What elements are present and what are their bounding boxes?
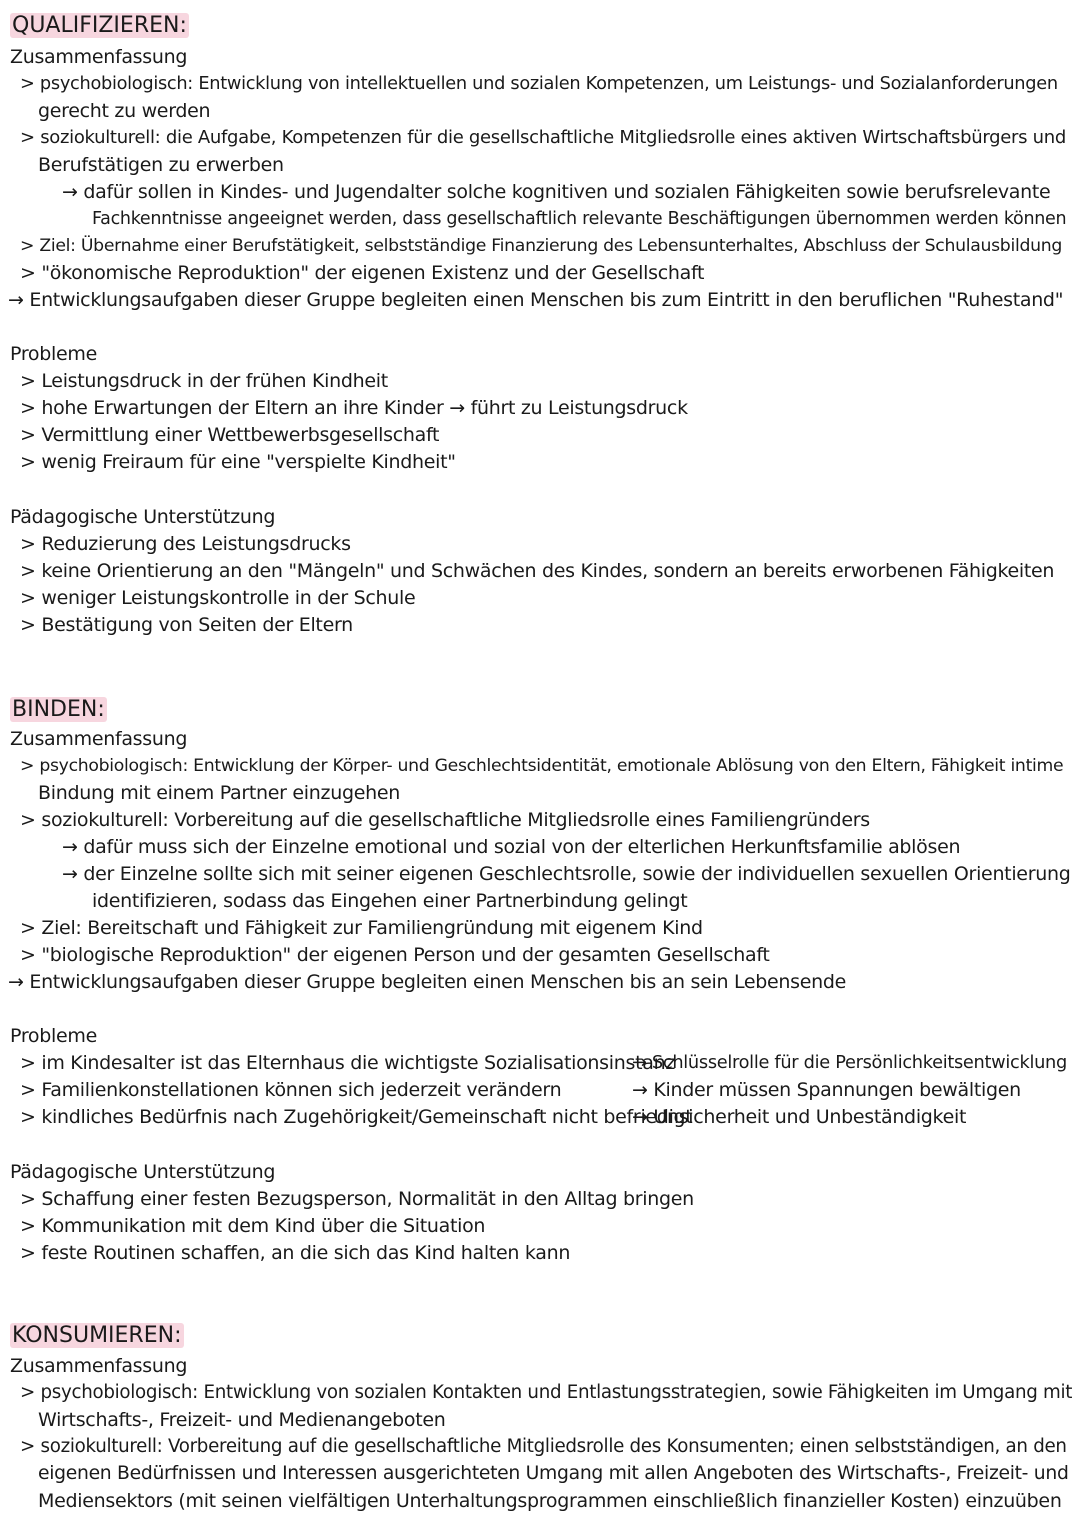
support-title: Pädagogische Unterstützung	[10, 506, 276, 528]
summary-line: identifizieren, sodass das Eingehen einer Partnerbindung gelingt	[92, 890, 688, 912]
support-item: > Reduzierung des Leistungsdrucks	[20, 533, 351, 555]
summary-title: Zusammenfassung	[10, 1355, 188, 1377]
problems-title: Probleme	[10, 1025, 97, 1047]
summary-line: gerecht zu werden	[38, 100, 211, 122]
support-item: > weniger Leistungskontrolle in der Schule	[20, 587, 416, 609]
section-heading-binden: BINDEN:	[12, 697, 105, 722]
section-heading-qualifizieren: QUALIFIZIEREN:	[12, 13, 187, 38]
problem-item: > Vermittlung einer Wettbewerbsgesellschaft	[20, 424, 440, 446]
summary-line: > soziokulturell: Vorbereitung auf die gesellschaftliche Mitgliedsrolle des Konsumenten; einen selbstständigen, an den	[20, 1436, 1067, 1457]
problems-title: Probleme	[10, 343, 97, 365]
support-item: > Bestätigung von Seiten der Eltern	[20, 614, 353, 636]
summary-line: > psychobiologisch: Entwicklung von intellektuellen und sozialen Kompetenzen, um Leistungs- und Sozialanforderungen	[20, 74, 1058, 94]
summary-line: eigenen Bedürfnissen und Interessen ausgerichteten Umgang mit allen Angeboten des Wirtschafts-, Freizeit- und	[38, 1463, 1069, 1484]
summary-line: Fachkenntnisse angeeignet werden, dass gesellschaftlich relevante Beschäftigungen übernommen werden können	[92, 209, 1067, 229]
problem-consequence: → Schlüsselrolle für die Persönlichkeitsentwicklung	[632, 1053, 1067, 1073]
support-title: Pädagogische Unterstützung	[10, 1161, 276, 1183]
problem-item: > hohe Erwartungen der Eltern an ihre Kinder → führt zu Leistungsdruck	[20, 397, 688, 419]
problem-item: > wenig Freiraum für eine "verspielte Kindheit"	[20, 451, 456, 473]
summary-line: Bindung mit einem Partner einzugehen	[38, 782, 400, 804]
support-item: > Kommunikation mit dem Kind über die Situation	[20, 1215, 486, 1237]
problem-consequence: → Kinder müssen Spannungen bewältigen	[632, 1079, 1021, 1101]
problem-item: > Leistungsdruck in der frühen Kindheit	[20, 370, 388, 392]
summary-line: Berufstätigen zu erwerben	[38, 154, 284, 176]
support-item: > Schaffung einer festen Bezugsperson, Normalität in den Alltag bringen	[20, 1188, 694, 1210]
summary-title: Zusammenfassung	[10, 46, 188, 68]
problem-item: > im Kindesalter ist das Elternhaus die wichtigste Sozialisationsinstanz	[20, 1052, 675, 1074]
summary-line: > soziokulturell: Vorbereitung auf die gesellschaftliche Mitgliedsrolle eines Familiengründers	[20, 809, 870, 831]
summary-line: > soziokulturell: die Aufgabe, Kompetenzen für die gesellschaftliche Mitgliedsrolle eines aktiven Wirtschaftsbürgers und	[20, 127, 1066, 148]
summary-line: Wirtschafts-, Freizeit- und Medienangeboten	[38, 1409, 446, 1431]
summary-line: > Ziel: Bereitschaft und Fähigkeit zur Familiengründung mit eigenem Kind	[20, 917, 703, 939]
problem-item: > Familienkonstellationen können sich jederzeit verändern	[20, 1079, 562, 1101]
summary-line: → Entwicklungsaufgaben dieser Gruppe begleiten einen Menschen bis zum Eintritt in den beruflichen "Ruhestand"	[8, 289, 1064, 311]
summary-line: > psychobiologisch: Entwicklung von sozialen Kontakten und Entlastungsstrategien, sowie Fähigkeiten im Umgang mit	[20, 1382, 1073, 1403]
problem-consequence: → Unsicherheit und Unbeständigkeit	[632, 1106, 967, 1128]
summary-line: > "ökonomische Reproduktion" der eigenen Existenz und der Gesellschaft	[20, 262, 705, 284]
summary-line: > Ziel: Übernahme einer Berufstätigkeit, selbstständige Finanzierung des Lebensunterhaltes, Abschluss der Schulausbildung	[20, 236, 1063, 256]
summary-title: Zusammenfassung	[10, 728, 188, 750]
section-heading-konsumieren: KONSUMIEREN:	[12, 1323, 182, 1348]
summary-line: > psychobiologisch: Entwicklung der Körper- und Geschlechtsidentität, emotionale Ablösung von den Eltern, Fähigkeit intime	[20, 756, 1064, 776]
summary-line: → der Einzelne sollte sich mit seiner eigenen Geschlechtsrolle, sowie der individuellen sexuellen Orientierung	[62, 863, 1071, 885]
summary-line: → dafür muss sich der Einzelne emotional und sozial von der elterlichen Herkunftsfamilie ablösen	[62, 836, 961, 858]
summary-line: → dafür sollen in Kindes- und Jugendalter solche kognitiven und sozialen Fähigkeiten sowie berufsrelevante	[62, 181, 1051, 203]
summary-line: Mediensektors (mit seinen vielfältigen Unterhaltungsprogrammen einschließlich finanzieller Kosten) einzuüben	[38, 1490, 1062, 1512]
support-item: > keine Orientierung an den "Mängeln" und Schwächen des Kindes, sondern an bereits erworbenen Fähigkeiten	[20, 560, 1055, 582]
summary-line: > "biologische Reproduktion" der eigenen Person und der gesamten Gesellschaft	[20, 944, 770, 966]
summary-line: → Entwicklungsaufgaben dieser Gruppe begleiten einen Menschen bis an sein Lebensende	[8, 971, 847, 993]
support-item: > feste Routinen schaffen, an die sich das Kind halten kann	[20, 1242, 571, 1264]
problem-item: > kindliches Bedürfnis nach Zugehörigkeit/Gemeinschaft nicht befriedigt	[20, 1106, 693, 1128]
